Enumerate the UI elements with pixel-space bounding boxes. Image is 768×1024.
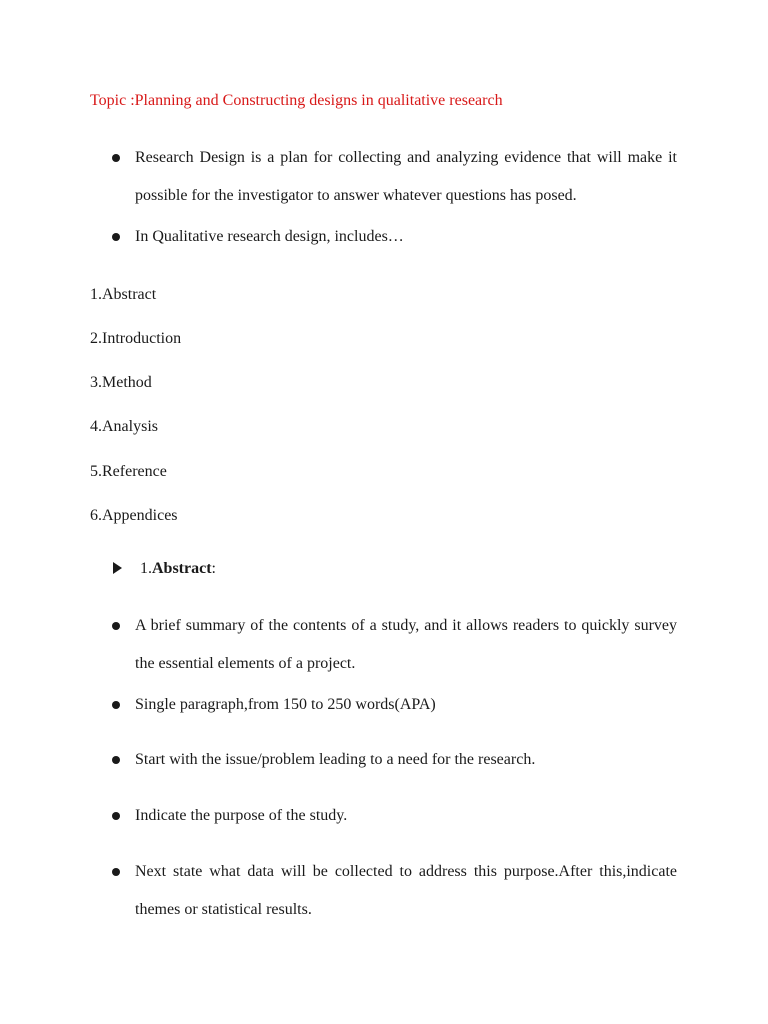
bullet-dot-icon xyxy=(112,868,120,876)
numbered-list-item: 3.Method xyxy=(90,374,152,391)
bullet-dot-icon xyxy=(112,756,120,764)
arrow-bullet-icon xyxy=(113,562,122,574)
page-title: Topic :Planning and Constructing designs in qualitative research xyxy=(90,92,503,109)
bullet-dot-icon xyxy=(112,154,120,162)
abstract-bullet-text: Indicate the purpose of the study. xyxy=(135,807,348,824)
section-suffix: : xyxy=(211,560,216,577)
numbered-list-item: 1.Abstract xyxy=(90,286,157,303)
bullet-dot-icon xyxy=(112,622,120,630)
abstract-bullet-text: Next state what data will be collected to address this purpose.After this,indicate themes or statistical results. xyxy=(135,863,677,918)
bullet-dot-icon xyxy=(112,812,120,820)
abstract-bullet-text: A brief summary of the contents of a study, and it allows readers to quickly survey the essential elements of a project. xyxy=(135,617,677,672)
intro-bullet-text: Research Design is a plan for collecting and analyzing evidence that will make it possible for the investigator to answer whatever questions has posed. xyxy=(135,149,677,204)
numbered-list-item: 4.Analysis xyxy=(90,418,158,435)
numbered-list-item: 5.Reference xyxy=(90,463,167,480)
section-heading-label: Abstract xyxy=(152,560,212,577)
section-number: 1. xyxy=(140,560,152,577)
abstract-bullet-text: Start with the issue/problem leading to a need for the research. xyxy=(135,751,536,768)
numbered-list-item: 2.Introduction xyxy=(90,330,182,347)
intro-bullet-text: In Qualitative research design, includes… xyxy=(135,228,404,245)
section-heading xyxy=(140,560,216,578)
bullet-dot-icon xyxy=(112,233,120,241)
numbered-list-item: 6.Appendices xyxy=(90,507,178,524)
bullet-dot-icon xyxy=(112,701,120,709)
abstract-bullet-text: Single paragraph,from 150 to 250 words(APA) xyxy=(135,696,436,713)
